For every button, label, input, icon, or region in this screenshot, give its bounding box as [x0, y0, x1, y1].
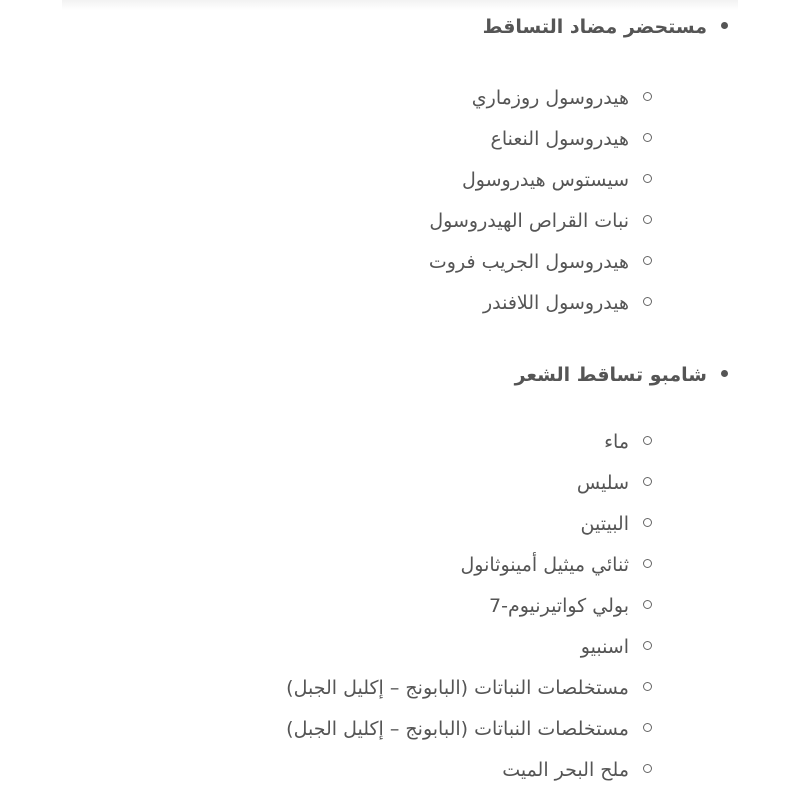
- list-item-text: هيدروسول الجريب فروت: [428, 251, 629, 273]
- list-item-text: سيستوس هيدروسول: [461, 169, 629, 191]
- section-heading-text: شامبو تساقط الشعر: [514, 364, 707, 386]
- list-item: [0, 668, 800, 709]
- list-item: [0, 750, 800, 791]
- circle-bullet-icon: [643, 133, 652, 142]
- list-item-text: اسنبيو: [580, 636, 629, 658]
- circle-bullet-icon: [643, 256, 652, 265]
- circle-bullet-icon: [643, 764, 652, 773]
- circle-bullet-icon: [643, 682, 652, 691]
- circle-bullet-icon: [643, 723, 652, 732]
- ingredients-list-shampoo: [0, 422, 800, 791]
- list-item-text: ملح البحر الميت: [502, 759, 629, 781]
- circle-bullet-icon: [643, 559, 652, 568]
- circle-bullet-icon: [643, 518, 652, 527]
- list-item: [0, 242, 800, 283]
- bullet-icon: [721, 22, 728, 29]
- list-item-text: ثنائي ميثيل أمينوثانول: [460, 554, 629, 576]
- circle-bullet-icon: [643, 215, 652, 224]
- list-item-text: مستخلصات النباتات (البابونج – إكليل الجبل): [286, 718, 629, 740]
- list-item-text: بولي كواتيرنيوم-7: [489, 595, 629, 617]
- list-item: [0, 627, 800, 668]
- list-item-text: سليس: [576, 472, 629, 494]
- list-item: [0, 160, 800, 201]
- list-item-text: البيتين: [580, 513, 629, 535]
- list-item: [0, 709, 800, 750]
- list-item-text: هيدروسول روزماري: [471, 87, 629, 109]
- circle-bullet-icon: [643, 174, 652, 183]
- list-item-text: نبات القراص الهيدروسول: [429, 210, 629, 232]
- list-item: [0, 545, 800, 586]
- section-heading-anti-hair-loss-preparation: [0, 12, 800, 42]
- circle-bullet-icon: [643, 477, 652, 486]
- list-item: [0, 201, 800, 242]
- circle-bullet-icon: [643, 297, 652, 306]
- circle-bullet-icon: [643, 641, 652, 650]
- section-heading-hair-loss-shampoo: [0, 360, 800, 390]
- circle-bullet-icon: [643, 92, 652, 101]
- ingredients-list-preparation: [0, 78, 800, 324]
- circle-bullet-icon: [643, 436, 652, 445]
- list-item: [0, 283, 800, 324]
- list-item-text: ماء: [604, 431, 629, 453]
- bullet-icon: [721, 370, 728, 377]
- list-item-text: هيدروسول اللافندر: [482, 292, 629, 314]
- list-item: [0, 504, 800, 545]
- list-item: [0, 463, 800, 504]
- list-item: [0, 422, 800, 463]
- list-item-text: هيدروسول النعناع: [490, 128, 629, 150]
- list-item: [0, 78, 800, 119]
- list-item: [0, 586, 800, 627]
- list-item-text: مستخلصات النباتات (البابونج – إكليل الجبل): [286, 677, 629, 699]
- circle-bullet-icon: [643, 600, 652, 609]
- section-heading-text: مستحضر مضاد التساقط: [482, 16, 707, 38]
- list-item: [0, 119, 800, 160]
